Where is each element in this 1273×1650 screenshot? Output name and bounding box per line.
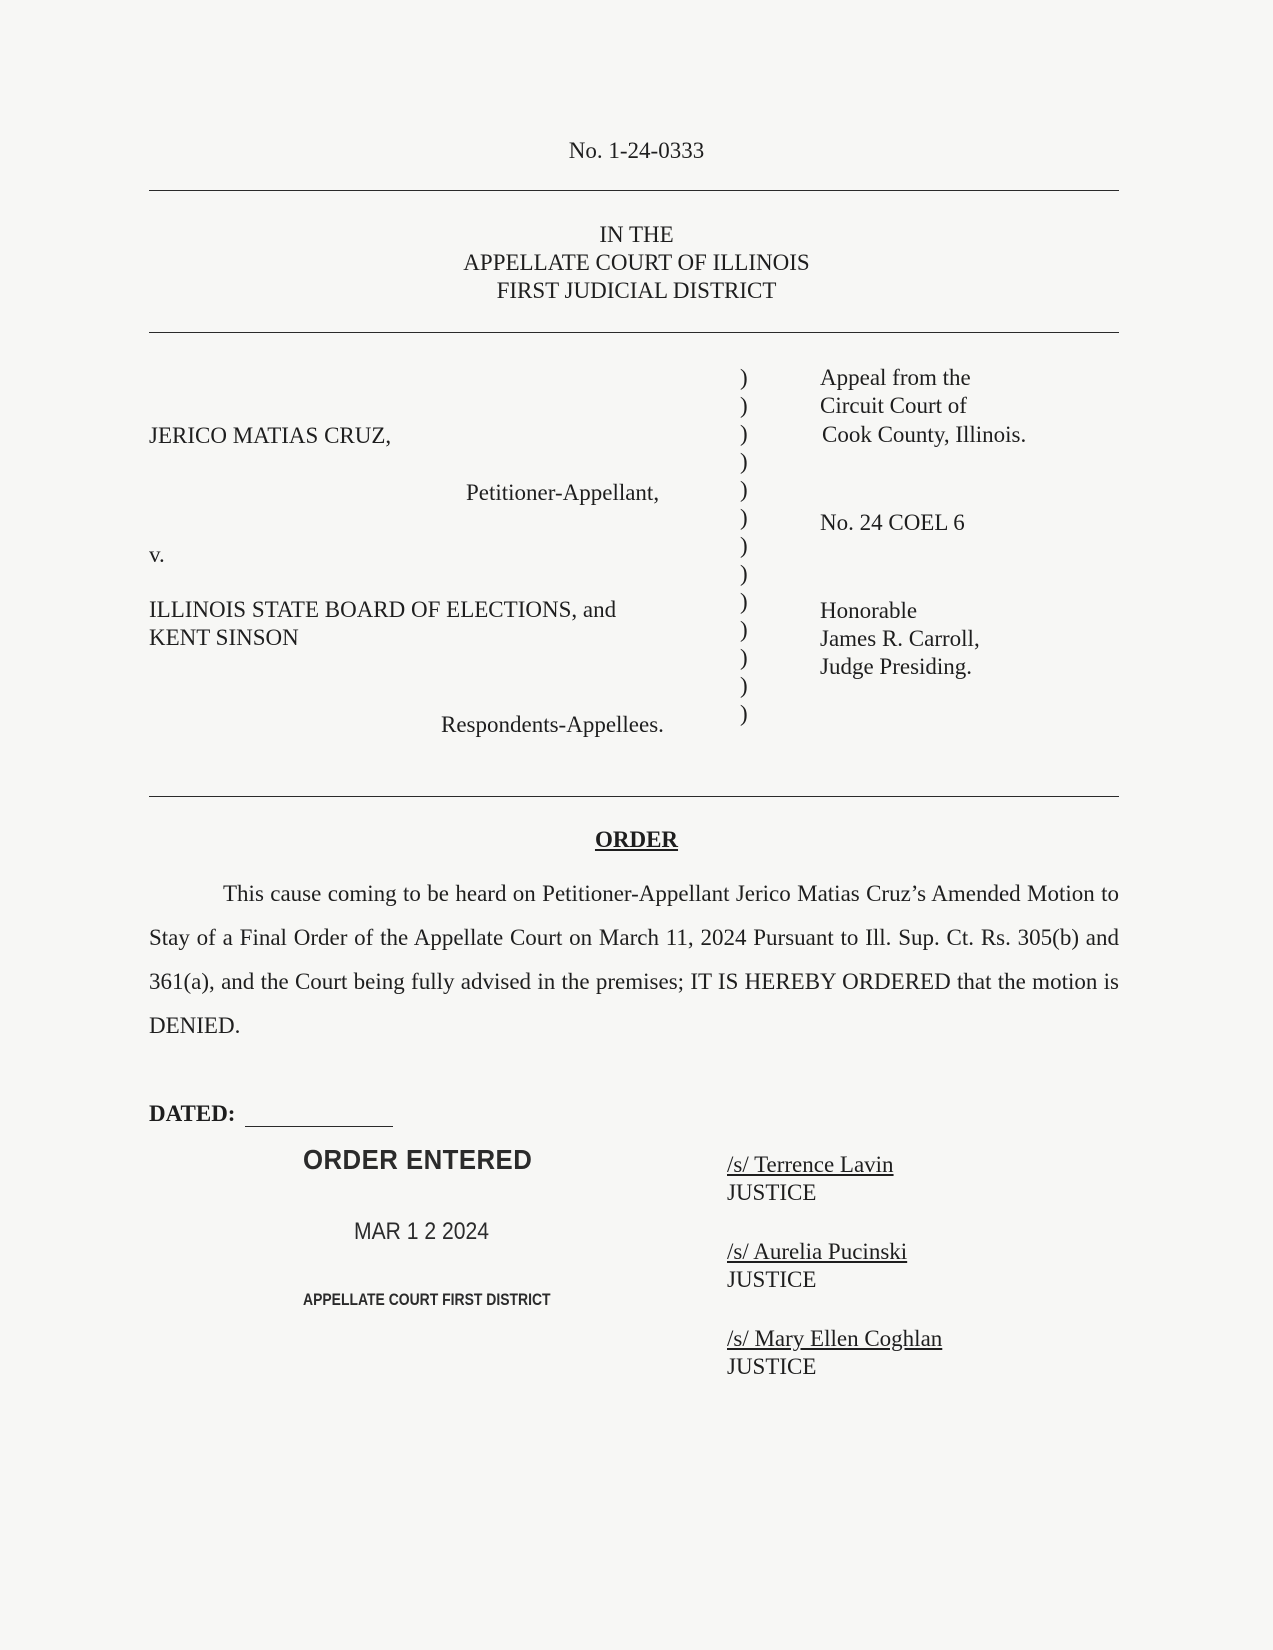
caption-bottom-rule	[149, 796, 1119, 797]
appeal-line-1: Appeal from the	[820, 365, 971, 390]
caption-paren: )	[740, 561, 748, 586]
order-heading: ORDER	[594, 827, 679, 852]
judge-line-3: Judge Presiding.	[820, 654, 973, 679]
caption-paren: )	[740, 393, 748, 418]
stamp-court: APPELLATE COURT FIRST DISTRICT	[303, 1290, 551, 1309]
signature-block	[727, 1151, 953, 1179]
stamp-title: ORDER ENTERED	[303, 1144, 533, 1175]
respondents-role: Respondents-Appellees.	[441, 712, 664, 737]
lower-case-number: No. 24 COEL 6	[820, 510, 965, 535]
court-line-2: APPELLATE COURT OF ILLINOIS	[463, 250, 810, 275]
caption-paren: )	[740, 533, 748, 558]
caption-paren: )	[740, 589, 748, 614]
caption-paren: )	[740, 617, 748, 642]
signature-name: /s/ Aurelia Pucinski	[727, 1239, 908, 1264]
signature-title: JUSTICE	[727, 1180, 817, 1205]
court-line-1: IN THE	[599, 222, 674, 247]
caption-paren: )	[740, 477, 748, 502]
judge-line-1: Honorable	[820, 598, 918, 623]
dated-blank-line	[245, 1126, 393, 1127]
caption-paren: )	[740, 701, 748, 726]
petitioner-name: JERICO MATIAS CRUZ,	[149, 423, 392, 448]
caption-paren: )	[740, 645, 748, 670]
signature-title: JUSTICE	[727, 1354, 817, 1379]
signature-name: /s/ Mary Ellen Coghlan	[727, 1326, 943, 1351]
caption-top-rule	[149, 332, 1119, 333]
caption-paren: )	[740, 365, 748, 390]
signature-title: JUSTICE	[727, 1267, 817, 1292]
dated-label: DATED:	[149, 1101, 236, 1126]
caption-paren: )	[740, 673, 748, 698]
appeal-line-3: Cook County, Illinois.	[822, 422, 1027, 447]
signature-block	[727, 1325, 942, 1353]
caption-paren: )	[740, 421, 748, 446]
judge-line-2: James R. Carroll,	[820, 626, 980, 651]
court-line-3: FIRST JUDICIAL DISTRICT	[496, 278, 777, 303]
respondents-line-2: KENT SINSON	[149, 625, 299, 650]
signature-block	[727, 1238, 953, 1266]
appeal-line-2: Circuit Court of	[820, 393, 967, 418]
order-body: This cause coming to be heard on Petitioner-Appellant Jerico Matias Cruz’s Amended Motion to Stay of a Final Order of the Appellate Court on March 11, 2024 Pursuant to Ill. Sup. Ct. Rs. 305(b) and 361(a), and the Court being fully advised in the premises; IT IS HEREBY ORDERED that the motion is DENIED.	[149, 881, 1119, 1038]
caption-paren: )	[740, 505, 748, 530]
respondents-line-1: ILLINOIS STATE BOARD OF ELECTIONS, and	[149, 597, 617, 622]
petitioner-role: Petitioner-Appellant,	[466, 480, 660, 505]
versus: v.	[149, 542, 165, 567]
signature-name: /s/ Terrence Lavin	[727, 1152, 894, 1177]
top-rule	[149, 190, 1119, 191]
case-number: No. 1-24-0333	[568, 138, 705, 163]
stamp-date: MAR 1 2 2024	[354, 1218, 490, 1245]
caption-paren: )	[740, 449, 748, 474]
